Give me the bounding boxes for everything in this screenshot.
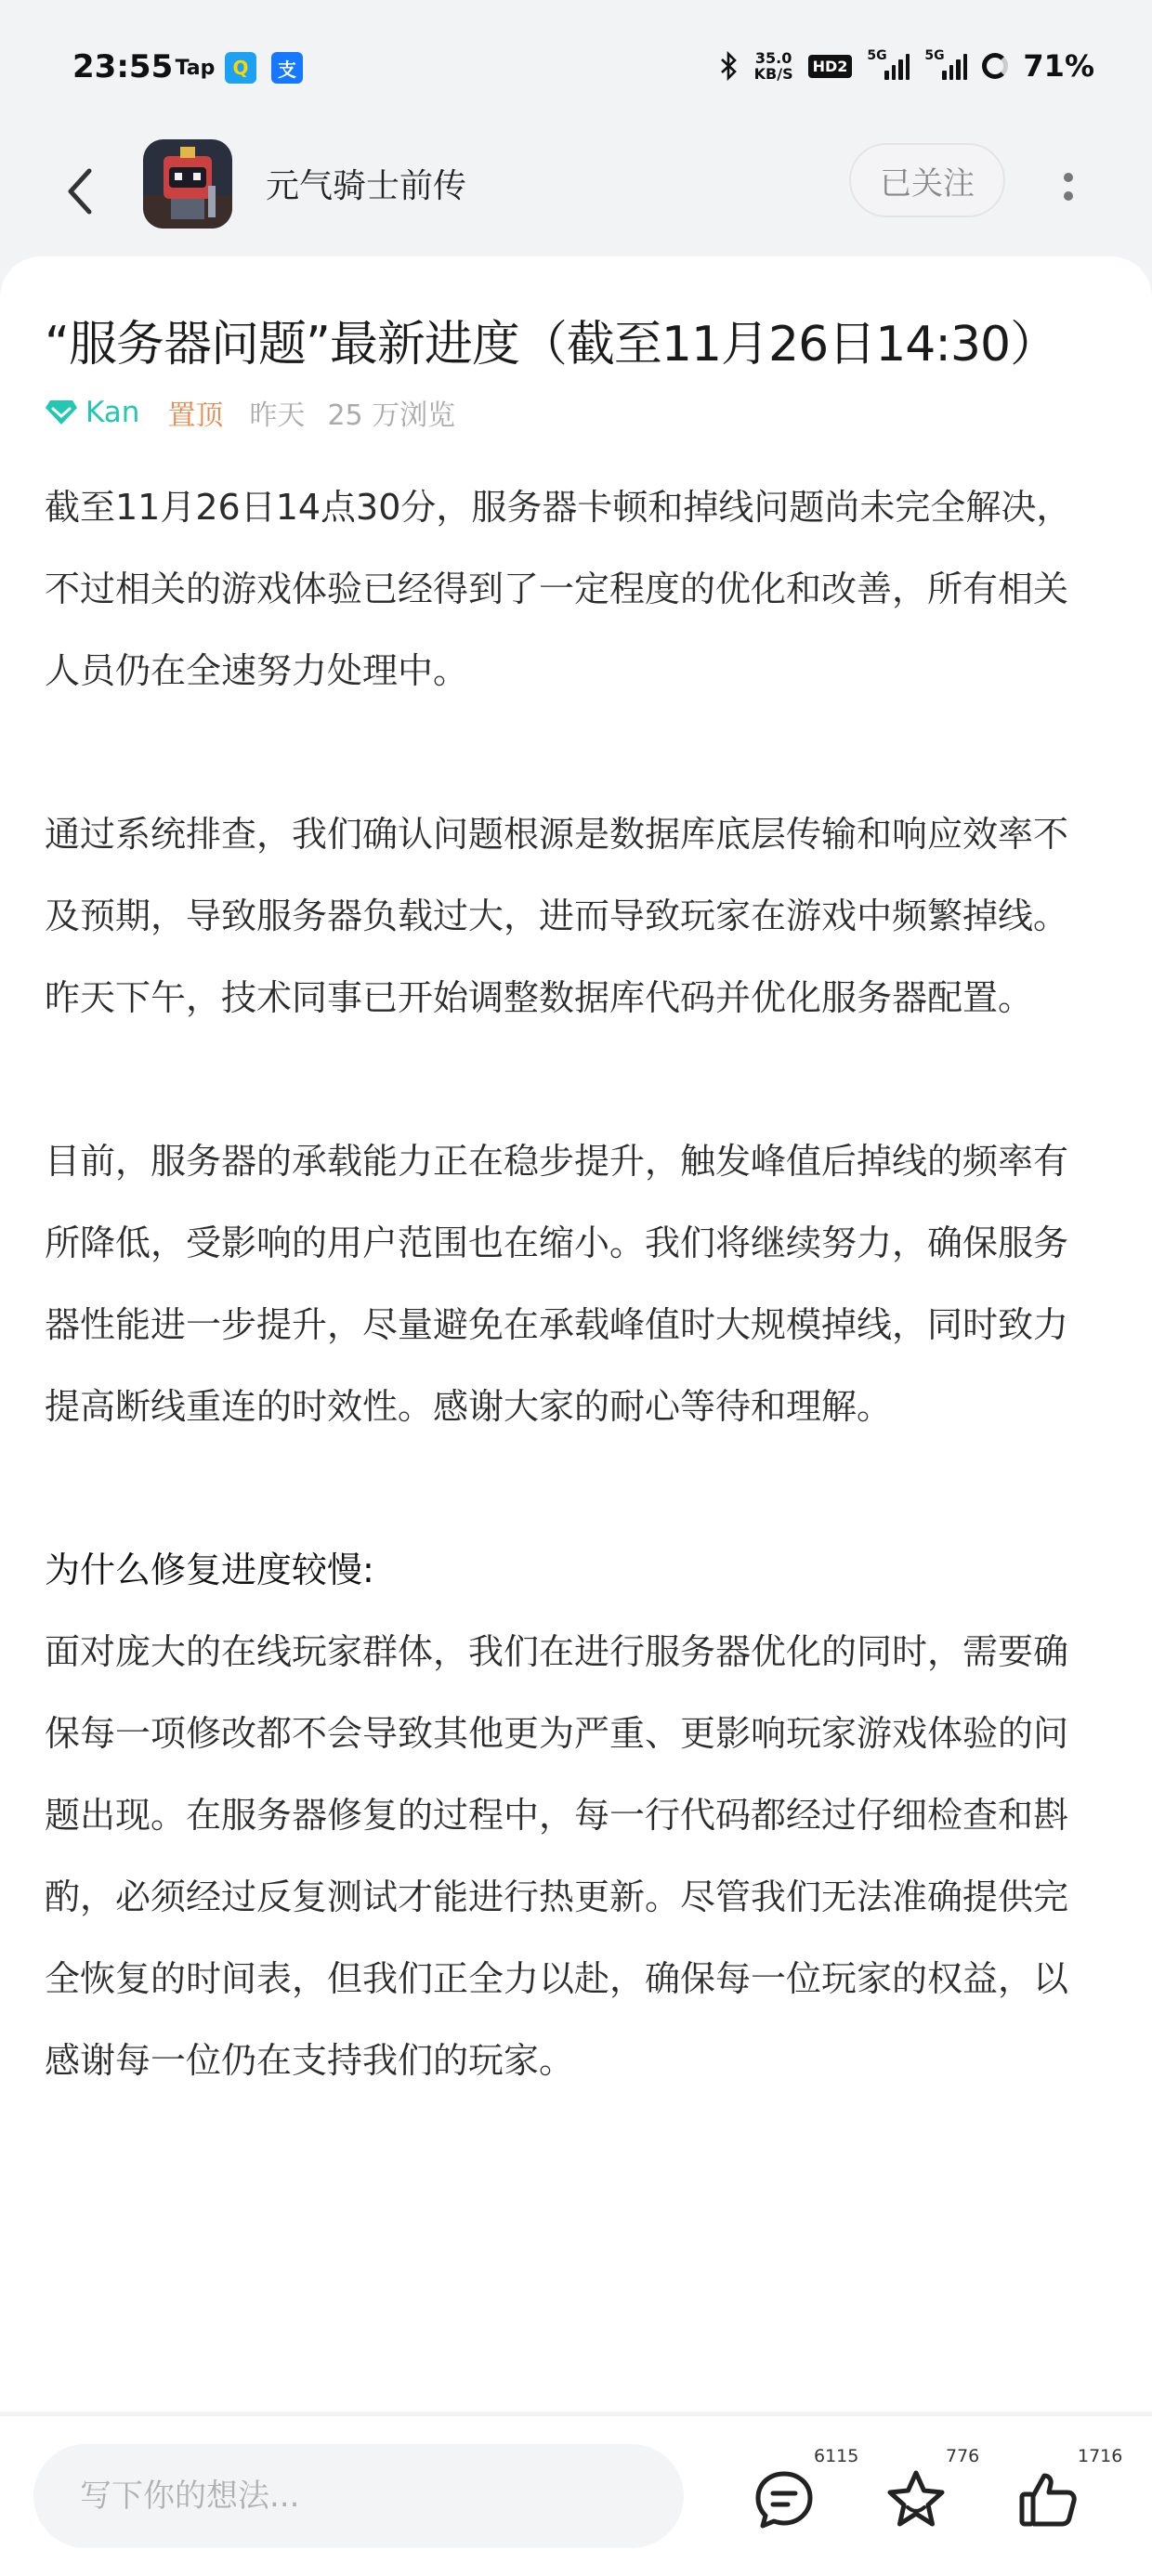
comment-icon [751, 2466, 818, 2533]
status-indicators [719, 48, 1094, 84]
favorite-button[interactable] [883, 2446, 980, 2541]
post-title: “服务器问题”最新进度（截至11月26日14:30） [45, 317, 1058, 373]
battery-icon [982, 53, 1008, 79]
paragraph: 面对庞大的在线玩家群体，我们在进行服务器优化的同时，需要确保每一项修改都不会导致其他更为严重、更影响玩家游戏体验的问题出现。在服务器修复的过程中，每一行代码都经过仔细检查和斟酌，必须经过反复测试才能进行热更新。尽管我们无法准确提供完全恢复的时间表，但我们正全力以赴，确保每一位玩家的权益，以感谢每一位仍在支持我们的玩家。 [45, 1631, 1069, 2081]
diamond-icon [45, 399, 78, 426]
favorite-count: 776 [946, 2446, 980, 2466]
post-body [45, 466, 1094, 2101]
pinned-tag: 置顶 [167, 399, 224, 432]
status-time: 23:55 [72, 48, 174, 85]
net-speed [754, 50, 793, 82]
net-speed-unit: KB/S [753, 65, 793, 83]
status-bar [0, 0, 1152, 139]
net-speed-value: 35.0 [754, 49, 792, 67]
more-dot [1064, 191, 1073, 201]
knight-avatar-icon [143, 139, 232, 229]
signal-1-label: 5G [867, 48, 887, 63]
view-count: 25 万浏览 [327, 399, 456, 432]
comment-input[interactable] [33, 2444, 684, 2548]
post-meta [45, 392, 455, 433]
bluetooth-icon [719, 51, 740, 81]
notification-app-icon: Q [225, 52, 256, 84]
signal-2-label: 5G [924, 48, 945, 63]
bottom-action-bar [0, 2415, 1152, 2576]
more-button[interactable] [1050, 154, 1087, 219]
game-app-icon[interactable] [143, 139, 232, 229]
like-button[interactable] [1015, 2446, 1123, 2541]
tap-app-icon: Tap [175, 56, 216, 80]
paragraph: 目前，服务器的承载能力正在稳步提升，触发峰值后掉线的频率有所降低，受影响的用户范围也在缩小。我们将继续努力，确保服务器性能进一步提升，尽量避免在承载峰值时大规模掉线，同时致力提高断线重连的时效性。感谢大家的耐心等待和理解。 [45, 1141, 1069, 1427]
author-name[interactable]: Kan [85, 396, 140, 429]
thumbs-up-icon [1015, 2466, 1081, 2533]
subheading: 为什么修复进度较慢: [45, 1550, 374, 1590]
app-name[interactable]: 元气骑士前传 [266, 167, 467, 205]
comment-count: 6115 [814, 2446, 859, 2466]
hd-voice-badge: HD2 [808, 55, 853, 78]
paragraph: 通过系统排查，我们确认问题根源是数据库底层传输和响应效率不及预期，导致服务器负载过大，进而导致玩家在游戏中频繁掉线。昨天下午，技术同事已开始调整数据库代码并优化服务器配置。 [45, 814, 1069, 1018]
chevron-left-icon [63, 165, 97, 217]
post-card [0, 256, 1152, 2412]
paragraph: 截至11月26日14点30分，服务器卡顿和掉线问题尚未完全解决，不过相关的游戏体验已经得到了一定程度的优化和改善，所有相关人员仍在全速努力处理中。 [45, 487, 1072, 691]
signal-icon-2 [924, 48, 967, 80]
star-icon [883, 2466, 949, 2533]
follow-button[interactable]: 已关注 [849, 143, 1005, 217]
like-count: 1716 [1078, 2446, 1123, 2466]
alipay-icon: 支 [271, 52, 303, 84]
back-button[interactable] [52, 154, 108, 229]
battery-level: 71% [1023, 48, 1094, 84]
comment-button[interactable] [751, 2446, 859, 2541]
more-vertical-icon [1064, 173, 1073, 182]
page-header [0, 139, 1152, 260]
signal-icon-1 [867, 48, 910, 80]
post-date: 昨天 [249, 399, 306, 432]
